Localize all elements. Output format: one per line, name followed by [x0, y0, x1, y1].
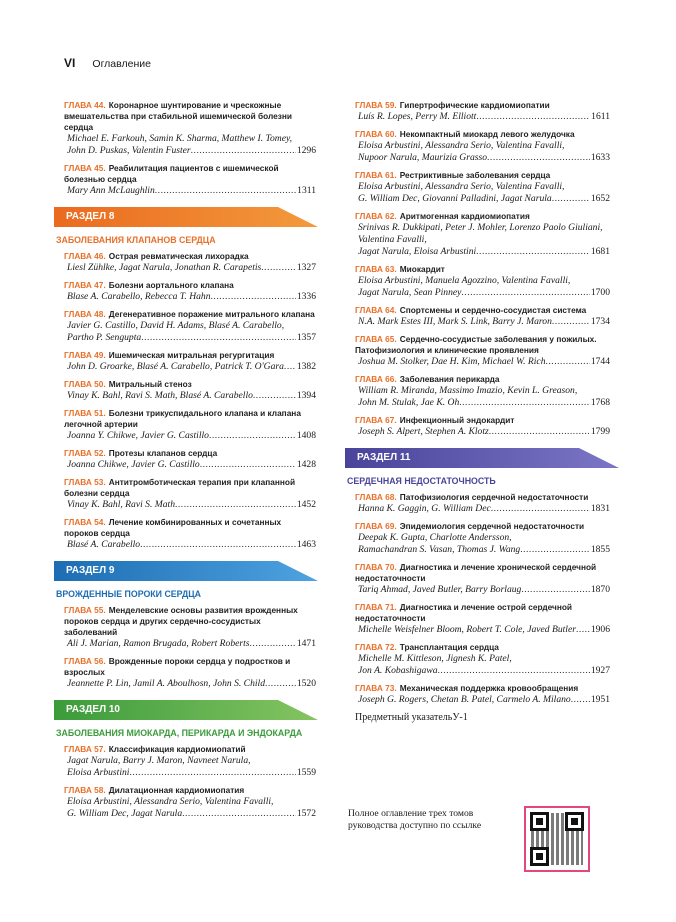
chapter-title [64, 309, 316, 320]
leader-dots [521, 584, 589, 596]
section-band: РАЗДЕЛ 11 [345, 448, 619, 468]
chapter-entry[interactable] [355, 374, 610, 409]
chapter-label: ГЛАВА 70. [355, 562, 397, 572]
chapter-title-text: Классификация кардиомиопатий [108, 744, 246, 754]
chapter-page: 1296 [296, 145, 316, 156]
chapter-label: ГЛАВА 72. [355, 642, 397, 652]
chapter-label: ГЛАВА 64. [355, 305, 397, 315]
chapter-title-text: Спортсмены и сердечно-сосудистая система [399, 305, 587, 315]
chapter-title-text: Миокардит [399, 264, 445, 274]
chapter-page: 1681 [590, 246, 610, 257]
chapter-entry[interactable] [64, 477, 316, 511]
chapter-authors-line [355, 111, 610, 123]
chapter-entry[interactable] [64, 605, 316, 650]
chapter-title-text: Менделевские основы развития врожденных пороков сердца и других сердечно-сосудистых заболеваний [64, 605, 298, 637]
chapter-authors-last: Blase A. Carabello, Rebecca T. Hahn [67, 291, 211, 302]
chapter-authors: Eloisa Arbustini, Alessandra Serio, Valentina Favalli, [67, 796, 274, 807]
chapter-authors-last: Ramachandran S. Vasan, Thomas J. Wang [358, 544, 521, 555]
chapter-title [355, 521, 610, 532]
chapter-entry[interactable] [64, 744, 316, 779]
chapter-title [64, 656, 316, 678]
leader-dots [576, 624, 590, 636]
chapter-authors-line [64, 459, 316, 471]
chapter-title-text: Протезы клапанов сердца [108, 448, 218, 458]
leader-dots [571, 694, 590, 706]
leader-dots [209, 430, 296, 442]
leader-dots [211, 291, 296, 303]
section-band: РАЗДЕЛ 9 [54, 561, 318, 581]
chapter-title [64, 251, 316, 262]
chapter-entry[interactable] [64, 309, 316, 344]
chapter-title [64, 605, 316, 638]
chapter-authors-last: John D. Puskas, Valentin Fuster [67, 145, 191, 156]
chapter-authors-line [355, 152, 610, 164]
chapter-title [355, 492, 610, 503]
chapter-page: 1336 [296, 291, 316, 302]
chapter-page: 1611 [591, 111, 610, 122]
chapter-label: ГЛАВА 51. [64, 408, 106, 418]
chapter-entry[interactable] [64, 350, 316, 373]
page-header [64, 56, 151, 70]
leader-dots [129, 767, 295, 779]
chapter-entry[interactable] [355, 521, 610, 556]
leader-dots [459, 397, 590, 409]
chapter-title [355, 264, 610, 275]
chapter-authors-line [64, 185, 316, 197]
chapter-label: ГЛАВА 73. [355, 683, 397, 693]
chapter-title-text: Некомпактный миокард левого желудочка [399, 129, 575, 139]
chapter-entry[interactable] [355, 264, 610, 299]
chapter-authors-line [355, 356, 610, 368]
chapter-entry[interactable] [355, 211, 610, 258]
chapter-page: 1408 [296, 430, 316, 441]
chapter-authors-last: Joshua M. Stolker, Dae H. Kim, Michael W. Rich [358, 356, 546, 367]
leader-dots [200, 459, 296, 471]
chapter-authors: Eloisa Arbustini, Alessandra Serio, Valentina Favalli, [358, 181, 565, 192]
chapter-title-text: Эпидемиология сердечной недостаточности [399, 521, 585, 531]
chapter-title [355, 211, 610, 222]
chapter-entry[interactable] [64, 280, 316, 303]
chapter-label: ГЛАВА 61. [355, 170, 397, 180]
chapter-page: 1734 [590, 316, 610, 327]
chapter-title [355, 100, 610, 111]
leader-dots [491, 503, 590, 515]
leader-dots [191, 145, 296, 157]
chapter-authors-line [355, 544, 610, 556]
chapter-title [64, 448, 316, 459]
chapter-label: ГЛАВА 49. [64, 350, 106, 360]
chapter-authors-line [64, 430, 316, 442]
chapter-label: ГЛАВА 69. [355, 521, 397, 531]
chapter-entry[interactable] [64, 100, 316, 157]
chapter-authors-last: N.A. Mark Estes III, Mark S. Link, Barry J. Maron [358, 316, 552, 327]
chapter-entry[interactable] [64, 163, 316, 197]
chapter-page: 1382 [296, 361, 316, 372]
chapter-authors-last: Eloisa Arbustini [67, 767, 130, 778]
chapter-label: ГЛАВА 63. [355, 264, 397, 274]
chapter-authors-line [355, 694, 610, 706]
chapter-page: 1870 [590, 584, 610, 595]
chapter-title-text: Коронарное шунтирование и чрескожные вмешательства при стабильной ишемической болезни сердца [64, 100, 292, 132]
chapter-entry[interactable] [64, 379, 316, 402]
section-title: СЕРДЕЧНАЯ НЕДОСТАТОЧНОСТЬ [347, 476, 496, 486]
leader-dots [250, 638, 296, 650]
chapter-title-text: Рестриктивные заболевания сердца [399, 170, 551, 180]
chapter-authors-last: Joanna Y. Chikwe, Javier G. Castillo [67, 430, 209, 441]
chapter-authors-line [355, 316, 610, 328]
chapter-title [64, 517, 316, 539]
qr-code[interactable] [524, 806, 590, 872]
chapter-authors: Eloisa Arbustini, Alessandra Serio, Valentina Favalli, [358, 140, 565, 151]
leader-dots [155, 185, 296, 197]
chapter-authors-last: Vinay K. Bahl, Ravi S. Math, Blasé A. Carabello [67, 390, 253, 401]
chapter-label: ГЛАВА 52. [64, 448, 106, 458]
page-number: VI [64, 56, 76, 70]
section-title: ВРОЖДЕННЫЕ ПОРОКИ СЕРДЦА [56, 589, 202, 599]
chapter-authors-line [355, 397, 610, 409]
chapter-title [64, 379, 316, 390]
leader-dots [489, 426, 590, 438]
chapter-title [64, 163, 316, 185]
chapter-label: ГЛАВА 65. [355, 334, 397, 344]
subject-index-entry[interactable] [355, 712, 610, 723]
chapter-entry[interactable] [355, 492, 610, 515]
chapter-authors-line [64, 390, 316, 402]
chapter-title [355, 415, 610, 426]
chapter-entry[interactable] [355, 602, 610, 636]
chapter-authors-last: Joseph G. Rogers, Chetan B. Patel, Carmelo A. Milano [358, 694, 571, 705]
chapter-label: ГЛАВА 47. [64, 280, 106, 290]
chapter-label: ГЛАВА 66. [355, 374, 397, 384]
chapter-authors-line [355, 426, 610, 438]
chapter-authors-last: Michelle Weisfelner Bloom, Robert T. Cole, Javed Butler [358, 624, 576, 635]
chapter-authors-last: Liesl Zühlke, Jagat Narula, Jonathan R. Carapetis [67, 262, 262, 273]
chapter-authors: Eloisa Arbustini, Manuela Agozzino, Valentina Favalli, [358, 275, 571, 286]
chapter-authors-line [355, 584, 610, 596]
chapter-entry[interactable] [64, 785, 316, 820]
chapter-title [64, 477, 316, 499]
chapter-title-text: Гипертрофические кардиомиопатии [399, 100, 550, 110]
chapter-label: ГЛАВА 55. [64, 605, 106, 615]
chapter-page: 1559 [296, 767, 316, 778]
chapter-title-text: Аритмогенная кардиомиопатия [399, 211, 530, 221]
chapter-authors-line [64, 145, 316, 157]
full-toc-note: Полное оглавление трех томов руководства доступно по ссылке [348, 808, 482, 831]
chapter-entry[interactable] [355, 129, 610, 164]
chapter-title [355, 683, 610, 694]
chapter-title-text: Трансплантация сердца [399, 642, 499, 652]
chapter-entry[interactable] [355, 562, 610, 596]
qr-finder [530, 812, 549, 831]
chapter-entry[interactable] [355, 415, 610, 438]
chapter-page: 1463 [296, 539, 316, 550]
chapter-label: ГЛАВА 68. [355, 492, 397, 502]
right-column [347, 100, 610, 723]
subject-index-page: У-1 [452, 712, 468, 723]
chapter-page: 1633 [590, 152, 610, 163]
chapter-title-text: Болезни аортального клапана [108, 280, 234, 290]
chapter-label: ГЛАВА 53. [64, 477, 106, 487]
chapter-title-text: Заболевания перикарда [399, 374, 500, 384]
chapter-authors-line [64, 332, 316, 344]
chapter-authors-line [64, 291, 316, 303]
chapter-title [355, 562, 610, 584]
chapter-label: ГЛАВА 71. [355, 602, 397, 612]
leader-dots [175, 499, 296, 511]
chapter-entry[interactable] [355, 334, 610, 368]
leader-dots [261, 262, 296, 274]
chapter-title [64, 744, 316, 755]
chapter-label: ГЛАВА 54. [64, 517, 106, 527]
leader-dots [476, 246, 590, 258]
chapter-entry[interactable] [64, 448, 316, 471]
section-title: ЗАБОЛЕВАНИЯ КЛАПАНОВ СЕРДЦА [56, 235, 216, 245]
chapter-label: ГЛАВА 56. [64, 656, 106, 666]
chapter-page: 1831 [590, 503, 610, 514]
chapter-page: 1572 [296, 808, 316, 819]
chapter-page: 1357 [296, 332, 316, 343]
chapter-title [355, 374, 610, 385]
chapter-label: ГЛАВА 59. [355, 100, 397, 110]
left-column [56, 100, 316, 826]
chapter-authors: Srinivas R. Dukkipati, Peter J. Mohler, Lorenzo Paolo Giuliani, Valentina Favalli, [358, 222, 603, 245]
leader-dots [552, 193, 590, 205]
chapter-page: 1768 [590, 397, 610, 408]
leader-dots [140, 539, 296, 551]
chapter-page: 1951 [590, 694, 610, 705]
chapter-title [355, 602, 610, 624]
chapter-title-text: Болезни трикуспидального клапана и клапана легочной артерии [64, 408, 301, 429]
chapter-authors-last: Blasé A. Carabello [67, 539, 141, 550]
chapter-authors-line [355, 287, 610, 299]
section-band: РАЗДЕЛ 10 [54, 700, 318, 720]
chapter-authors: William R. Miranda, Massimo Imazio, Kevin L. Greason, [358, 385, 578, 396]
chapter-authors-last: John M. Stulak, Jae K. Oh [358, 397, 460, 408]
chapter-authors-line [64, 499, 316, 511]
chapter-title [64, 785, 316, 796]
chapter-title-text: Дилатационная кардиомиопатия [108, 785, 245, 795]
chapter-authors-last: Hanna K. Gaggin, G. William Dec [358, 503, 491, 514]
chapter-authors-line [64, 262, 316, 274]
chapter-authors-line [355, 246, 610, 258]
chapter-authors-last: Jagat Narula, Eloisa Arbustini [358, 246, 477, 257]
chapter-authors: Javier G. Castillo, David H. Adams, Blasé A. Carabello, [67, 320, 285, 331]
chapter-entry[interactable] [355, 305, 610, 328]
chapter-entry[interactable] [355, 683, 610, 706]
chapter-label: ГЛАВА 57. [64, 744, 106, 754]
chapter-authors-last: Jagat Narula, Sean Pinney [358, 287, 462, 298]
chapter-authors-last: Luís R. Lopes, Perry M. Elliott [358, 111, 477, 122]
chapter-authors-last: Partho P. Sengupta [67, 332, 142, 343]
chapter-authors-line [64, 361, 316, 373]
chapter-authors-line [355, 503, 610, 515]
subject-index-label: Предметный указатель [355, 712, 453, 723]
chapter-authors-last: Joanna Chikwe, Javier G. Castillo [67, 459, 200, 470]
chapter-authors-last: Nupoor Narula, Maurizia Grasso [358, 152, 488, 163]
chapter-page: 1471 [296, 638, 316, 649]
chapter-authors-line [64, 539, 316, 551]
leader-dots [461, 287, 589, 299]
chapter-entry[interactable] [355, 170, 610, 205]
chapter-page: 1744 [590, 356, 610, 367]
leader-dots [476, 111, 590, 123]
leader-dots [438, 665, 590, 677]
leader-dots [284, 361, 296, 373]
leader-dots [546, 356, 590, 368]
chapter-title [355, 170, 610, 181]
chapter-page: 1311 [297, 185, 316, 196]
qr-finder [565, 812, 584, 831]
chapter-authors-last: G. William Dec, Jagat Narula [67, 808, 183, 819]
section-title: ЗАБОЛЕВАНИЯ МИОКАРДА, ПЕРИКАРДА И ЭНДОКАРДА [56, 728, 303, 738]
leader-dots [552, 316, 590, 328]
chapter-authors-last: Mary Ann McLaughlin [67, 185, 155, 196]
qr-finder [530, 847, 549, 866]
chapter-title [355, 334, 610, 356]
chapter-label: ГЛАВА 45. [64, 163, 106, 173]
leader-dots [520, 544, 590, 556]
chapter-title-text: Механическая поддержка кровообращения [399, 683, 579, 693]
chapter-page: 1799 [590, 426, 610, 437]
chapter-authors-last: Jeannette P. Lin, Jamil A. Aboulhosn, John S. Child [67, 678, 265, 689]
chapter-title-text: Врожденные пороки сердца у подростков и взрослых [64, 656, 291, 677]
chapter-authors-last: Tariq Ahmad, Javed Butler, Barry Borlaug [358, 584, 522, 595]
leader-dots [182, 808, 296, 820]
chapter-title-text: Острая ревматическая лихорадка [108, 251, 249, 261]
running-title: Оглавление [92, 58, 151, 70]
leader-dots [141, 332, 296, 344]
chapter-title [355, 642, 610, 653]
chapter-label: ГЛАВА 48. [64, 309, 106, 319]
chapter-authors-line [64, 808, 316, 820]
chapter-title-text: Диагностика и лечение хронической сердечной недостаточности [355, 562, 597, 583]
chapter-title-text: Лечение комбинированных и сочетанных пороков сердца [64, 517, 282, 538]
chapter-label: ГЛАВА 62. [355, 211, 397, 221]
chapter-page: 1700 [590, 287, 610, 298]
chapter-label: ГЛАВА 58. [64, 785, 106, 795]
chapter-title [64, 350, 316, 361]
chapter-title-text: Инфекционный эндокардит [399, 415, 515, 425]
leader-dots [487, 152, 590, 164]
section-band: РАЗДЕЛ 8 [54, 207, 318, 227]
chapter-authors-last: Vinay K. Bahl, Ravi S. Math [67, 499, 175, 510]
chapter-entry[interactable] [355, 642, 610, 677]
chapter-authors-last: Joseph S. Alpert, Stephen A. Klotz [358, 426, 489, 437]
chapter-authors-line [355, 193, 610, 205]
chapter-page: 1906 [590, 624, 610, 635]
chapter-title-text: Сердечно-сосудистые заболевания у пожилых. Патофизиология и клинические проявления [355, 334, 597, 355]
chapter-title-text: Патофизиология сердечной недостаточности [399, 492, 589, 502]
chapter-title-text: Реабилитация пациентов с ишемической болезнью сердца [64, 163, 279, 184]
chapter-authors-last: G. William Dec, Giovanni Palladini, Jagat Narula [358, 193, 552, 204]
chapter-authors: Michelle M. Kittleson, Jignesh K. Patel, [358, 653, 512, 664]
chapter-label: ГЛАВА 46. [64, 251, 106, 261]
chapter-entry[interactable] [64, 517, 316, 551]
chapter-page: 1452 [296, 499, 316, 510]
chapter-entry[interactable] [64, 656, 316, 690]
chapter-title-text: Дегенеративное поражение митрального клапана [108, 309, 315, 319]
chapter-authors-line [355, 665, 610, 677]
chapter-title [64, 100, 316, 133]
chapter-authors: Deepak K. Gupta, Charlotte Andersson, [358, 532, 512, 543]
chapter-label: ГЛАВА 67. [355, 415, 397, 425]
chapter-authors-line [64, 638, 316, 650]
chapter-entry[interactable] [64, 408, 316, 442]
leader-dots [265, 678, 296, 690]
chapter-page: 1652 [590, 193, 610, 204]
chapter-label: ГЛАВА 50. [64, 379, 106, 389]
chapter-title [355, 129, 610, 140]
chapter-page: 1327 [296, 262, 316, 273]
chapter-page: 1927 [590, 665, 610, 676]
chapter-title-text: Ишемическая митральная регургитация [108, 350, 275, 360]
chapter-authors-line [64, 767, 316, 779]
chapter-label: ГЛАВА 60. [355, 129, 397, 139]
chapter-label: ГЛАВА 44. [64, 100, 106, 110]
leader-dots [253, 390, 296, 402]
chapter-page: 1520 [296, 678, 316, 689]
chapter-entry[interactable] [64, 251, 316, 274]
chapter-page: 1428 [296, 459, 316, 470]
chapter-title [64, 280, 316, 291]
chapter-title-text: Антитромботическая терапия при клапанной болезни сердца [64, 477, 296, 498]
chapter-authors: Michael E. Farkouh, Samin K. Sharma, Matthew I. Tomey, [67, 133, 293, 144]
chapter-title-text: Диагностика и лечение острой сердечной недостаточности [355, 602, 573, 623]
chapter-authors-last: John D. Groarke, Blasé A. Carabello, Patrick T. O'Gara [67, 361, 284, 372]
chapter-title-text: Митральный стеноз [108, 379, 192, 389]
chapter-page: 1855 [590, 544, 610, 555]
chapter-authors-last: Jon A. Kobashigawa [358, 665, 438, 676]
chapter-authors-line [355, 624, 610, 636]
chapter-authors-last: Ali J. Marian, Ramon Brugada, Robert Roberts [67, 638, 250, 649]
chapter-title [355, 305, 610, 316]
chapter-entry[interactable] [355, 100, 610, 123]
chapter-page: 1394 [296, 390, 316, 401]
chapter-authors: Jagat Narula, Barry J. Maron, Navneet Narula, [67, 755, 251, 766]
chapter-title [64, 408, 316, 430]
chapter-authors-line [64, 678, 316, 690]
